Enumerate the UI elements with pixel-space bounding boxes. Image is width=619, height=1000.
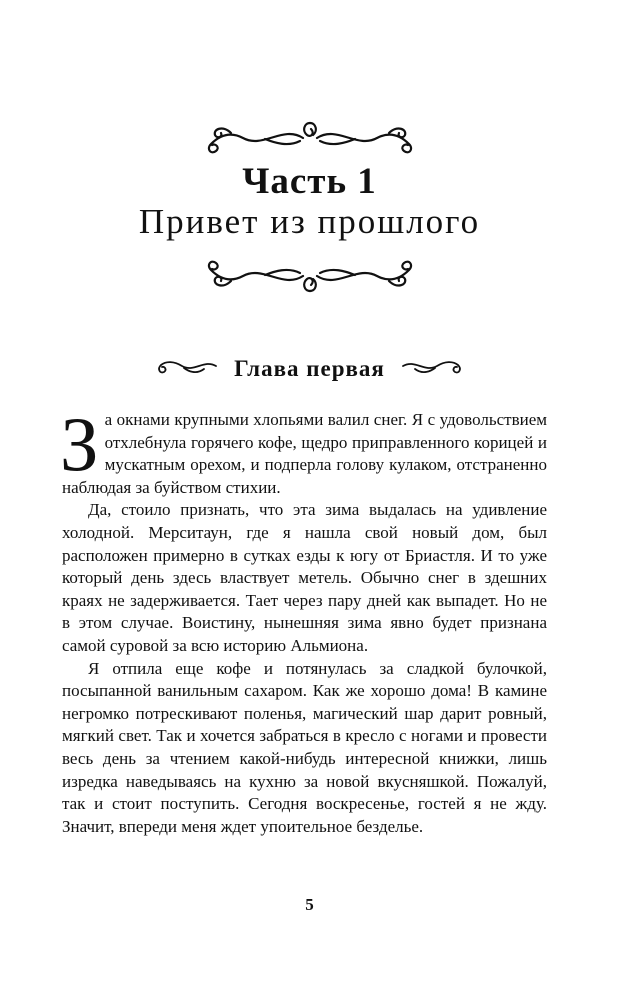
paragraph: Я отпила еще кофе и потянулась за сладкой булочкой, посыпанной ванильным сахаром. Как же хорошо дома! В камине негромко потрескивают поленья, магический шар дарит ровный, мягкий свет. Так и хочется забраться в кресло с ногами и провести весь день за чтением какой-нибудь интересной книжки, лишь изредка наведываясь на кухню за новой вкусняшкой. Пожалуй, так и стоит поступить. Сегодня воскресенье, гостей я не жду. Значит, впереди меня ждет упоительное безделье. [62,658,547,836]
paragraph [60,401,547,499]
swirl-right-icon [401,355,467,382]
scroll-flourish-icon [0,117,619,164]
page-number: 5 [305,895,314,914]
part-number: Часть 1 [242,161,377,202]
chapter-title: Глава первая [234,355,385,381]
scroll-flourish-icon [0,255,619,302]
chapter-heading [0,355,619,382]
part-title: Привет из прошлого [138,202,481,241]
paragraph-text: а окнами крупными хлопьями валил снег. Я с удовольствием отхлебнула горячего кофе, щедро приправленного корицей и мускатным орехом, и подперла голову кулаком, отстраненно наблюдая за буйством стихии. [62,410,547,497]
swirl-left-icon [152,355,218,382]
paragraph: Да, стоило признать, что эта зима выдалась на удивление холодной. Мерситаун, где я нашла свой новый дом, был расположен примерно в сутках езды к югу от Бриастля. И то уже который день здесь властвует метель. Обычно снег в здешних краях не задерживается. Тает через пару дней как выпадет. Но не в этом случае. Воистину, нынешняя зима явно будет признана самой суровой за всю историю Альмиона. [62,500,547,655]
chapter-body [60,401,547,838]
drop-cap: З [60,401,99,487]
